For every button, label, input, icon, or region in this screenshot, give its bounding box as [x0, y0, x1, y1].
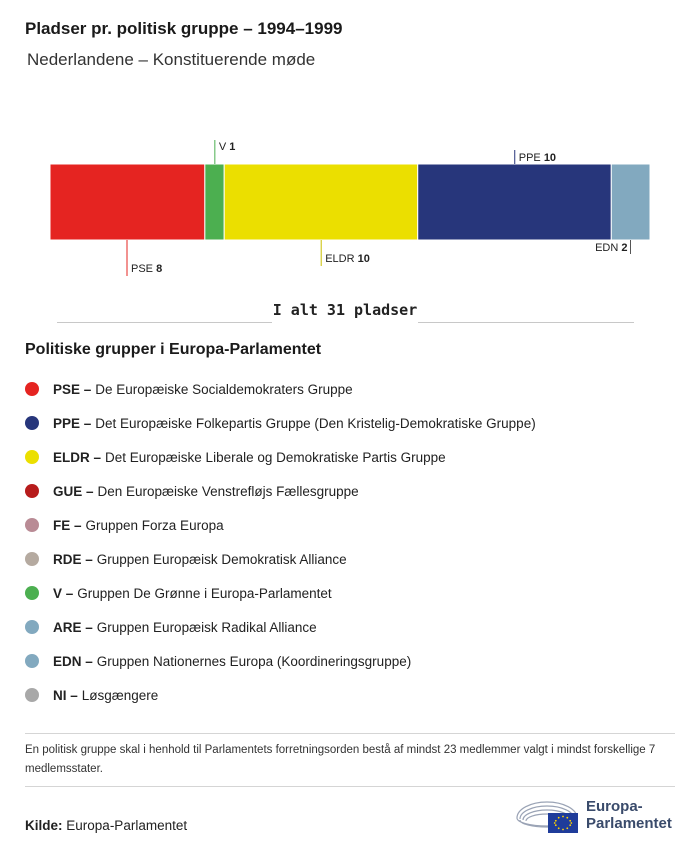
legend-item	[25, 542, 685, 576]
legend-abbr: ELDR –	[53, 449, 102, 465]
legend-dot-icon	[25, 416, 39, 430]
legend-name: Gruppen Nationernes Europa (Koordineringsgruppe)	[96, 653, 412, 669]
legend-name: Den Europæiske Venstrefløjs Fællesgruppe	[97, 483, 359, 499]
total-divider-left	[57, 322, 272, 323]
legend-dot-icon	[25, 654, 39, 668]
legend-name: Gruppen Europæisk Radikal Alliance	[96, 619, 317, 635]
source-label: Kilde:	[25, 818, 63, 833]
legend-abbr: GUE –	[53, 483, 94, 499]
legend-dot-icon	[25, 484, 39, 498]
legend-name: Gruppen De Grønne i Europa-Parlamentet	[77, 585, 332, 601]
bar-segment-eldr	[224, 164, 418, 240]
legend-name: De Europæiske Socialdemokraters Gruppe	[95, 381, 353, 397]
data-label-edn: EDN 2	[595, 242, 628, 254]
legend-name: Gruppen Forza Europa	[85, 517, 224, 533]
legend-abbr: NI –	[53, 687, 78, 703]
bar-segment-ppe	[418, 164, 612, 240]
legend	[25, 372, 685, 712]
legend-abbr: ARE –	[53, 619, 93, 635]
legend-title: Politiske grupper i Europa-Parlamentet	[25, 341, 322, 358]
data-label-v: V 1	[218, 141, 236, 153]
legend-item	[25, 474, 685, 508]
legend-abbr: EDN –	[53, 653, 93, 669]
logo-line1: Europa-	[586, 798, 643, 815]
legend-dot-icon	[25, 552, 39, 566]
legend-item	[25, 644, 685, 678]
chart-title: Pladser pr. politisk gruppe – 1994–1999	[25, 19, 343, 38]
legend-dot-icon	[25, 688, 39, 702]
legend-dot-icon	[25, 382, 39, 396]
europarl-logo	[514, 796, 684, 836]
legend-abbr: FE –	[53, 517, 82, 533]
legend-name: Det Europæiske Liberale og Demokratiske Partis Gruppe	[105, 449, 446, 465]
total-seats-label: I alt 31 pladser	[272, 301, 418, 319]
bar-segment-edn	[611, 164, 650, 240]
legend-abbr: V –	[53, 585, 74, 601]
legend-item	[25, 440, 685, 474]
footnote: En politisk gruppe skal i henhold til Parlamentets forretningsorden bestå af mindst 23 medlemmer valgt i mindst forskellige 7 medlemsstater.	[25, 744, 656, 775]
source	[25, 818, 187, 833]
legend-name: Løsgængere	[81, 687, 159, 703]
data-label-eldr: ELDR 10	[325, 253, 370, 265]
legend-abbr: RDE –	[53, 551, 93, 567]
chart-subtitle: Nederlandene – Konstituerende møde	[27, 50, 316, 69]
legend-name: Gruppen Europæisk Demokratisk Alliance	[96, 551, 347, 567]
parliament-hemicycle-icon	[514, 796, 580, 836]
legend-item	[25, 508, 685, 542]
legend-item	[25, 610, 685, 644]
bar-segment-v	[205, 164, 224, 240]
legend-dot-icon	[25, 586, 39, 600]
source-value: Europa-Parlamentet	[66, 818, 188, 833]
legend-name: Det Europæiske Folkepartis Gruppe (Den Kristelig-Demokratiske Gruppe)	[95, 415, 536, 431]
legend-dot-icon	[25, 518, 39, 532]
divider-top	[25, 733, 675, 734]
legend-abbr: PSE –	[53, 381, 92, 397]
total-divider-right	[418, 322, 634, 323]
logo-line2: Parlamentet	[586, 815, 672, 832]
legend-abbr: PPE –	[53, 415, 92, 431]
stacked-bar-chart	[0, 120, 700, 300]
legend-dot-icon	[25, 620, 39, 634]
legend-item	[25, 406, 685, 440]
bar-segment-pse	[50, 164, 205, 240]
data-label-pse: PSE 8	[131, 263, 163, 275]
data-label-ppe: PPE 10	[518, 152, 557, 164]
legend-item	[25, 678, 685, 712]
legend-item	[25, 372, 685, 406]
legend-item	[25, 576, 685, 610]
legend-dot-icon	[25, 450, 39, 464]
divider-bottom	[25, 786, 675, 787]
